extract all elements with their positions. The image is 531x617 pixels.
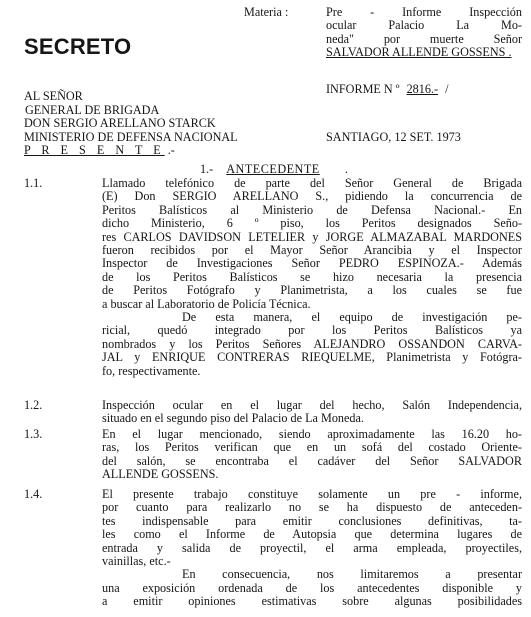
section-heading — [200, 163, 348, 176]
text-line: ALLENDE GOSSENS. — [102, 467, 219, 482]
materia-line: neda" por muerte Señor — [326, 31, 522, 46]
text-line: fueron recibidos por el Mayor Señor Arancibia y el Inspector — [102, 243, 522, 258]
addressee-suffix: .- — [164, 143, 175, 158]
text-line: ras, los Peritos verifican que en un sofá del costado Oriente- — [102, 440, 522, 455]
materia-text — [326, 6, 522, 60]
addressee-line: AL SEÑOR — [24, 89, 83, 103]
text-line: fo, respectivamente. — [102, 363, 201, 378]
addressee-line: MINISTERIO DE DEFENSA NACIONAL — [24, 129, 238, 144]
text-line: a emitir opiniones estimativas sobre algunas posibilidades — [102, 594, 522, 609]
addressee-line: GENERAL DE BRIGADA — [25, 102, 160, 117]
text-line: En consecuencia, nos limitaremos a presentar — [182, 567, 522, 582]
text-line: De esta manera, el equipo de investigación pe- — [182, 310, 522, 325]
text-line: de los Peritos Balísticos se hizo necesaria la presencia — [102, 269, 522, 284]
text-line: El presente trabajo constituye solamente un pre - informe, — [102, 487, 522, 501]
text-line: En el lugar mencionado, siendo aproximadamente las 16.20 ho- — [102, 427, 522, 441]
text-line: ricial, quedó integrado por los Peritos Balísticos ya — [102, 323, 522, 338]
text-line: tes indispensable para emitir conclusiones definitivas, ta- — [102, 513, 522, 528]
addressee-block — [24, 90, 238, 158]
addressee-line: P R E S E N T E — [24, 143, 165, 158]
text-line: Peritos Balísticos al Ministerio de Defensa Nacional.- En — [102, 202, 522, 217]
text-line: Inspector de Investigaciones Señor PEDRO ESPINOZA.- Además — [102, 256, 522, 271]
materia-label: Materia : — [244, 5, 289, 19]
paragraph-1-1 — [102, 177, 522, 378]
materia-line: Pre - Informe Inspección — [326, 5, 522, 19]
paragraph-1-4 — [102, 488, 522, 609]
materia-line: ocular Palacio La Mo- — [326, 18, 522, 33]
text-line: de Peritos Fotógrafo y Planimetrista, a los cuales se fue — [102, 283, 522, 298]
text-line: por cuanto para realizarlo no se ha dispuesto de anteceden- — [102, 500, 522, 515]
text-line: a buscar al Laboratorio de Policía Técnica. — [102, 296, 311, 311]
paragraph-number: 1.4. — [24, 487, 43, 501]
text-line: Inspección ocular en el lugar del hecho, Salón Independencia, — [102, 398, 522, 412]
document-date: SANTIAGO, 12 SET. 1973 — [326, 130, 461, 144]
text-line: res CARLOS DAVIDSON LETELIER y JORGE ALMAZABAL MARDONES — [102, 229, 522, 244]
text-line: situado en el segundo piso del Palacio de La Moneda. — [102, 411, 364, 426]
text-line: dicho Ministerio, 6 º piso, los Peritos designados Seño- — [102, 216, 522, 231]
paragraph-number: 1.3. — [24, 427, 43, 441]
addressee-line: DON SERGIO ARELLANO STARCK — [24, 116, 216, 131]
text-line: Llamado telefónico de parte del Señor General de Brigada — [102, 176, 522, 190]
paragraph-1-2 — [102, 399, 522, 426]
text-line: JAL y ENRIQUE CONTRERAS RIEQUELME, Planimetrista y Fotógra- — [102, 350, 522, 365]
paragraph-number: 1.2. — [24, 398, 43, 412]
materia-line: SALVADOR ALLENDE GOSSENS . — [326, 45, 512, 60]
text-line: nombrados y los Peritos Señores ALEJANDRO OSSANDON CARVA- — [102, 336, 522, 351]
section-title: ANTECEDENTE — [226, 162, 320, 176]
text-line: una exposición ordenada de los antecedentes disponible y — [102, 580, 522, 595]
section-dot: . — [344, 162, 348, 176]
informe-slash: / — [445, 82, 449, 96]
text-line: (E) Don SERGIO ARELLANO S., pidiendo la concurrencia de — [102, 189, 522, 204]
informe-label: INFORME N º — [326, 82, 400, 96]
text-line: entrada y salida de proyectil, el arma empleada, proyectiles, — [102, 540, 522, 555]
paragraph-number: 1.1. — [24, 176, 43, 190]
informe-number: 2816.- — [406, 82, 439, 96]
text-line: del salón, se encontraba el cadáver del Señor SALVADOR — [102, 453, 522, 468]
text-line: les como el Informe de Autopsia que determina lugares de — [102, 527, 522, 542]
paragraph-1-3 — [102, 428, 522, 482]
classification-stamp: SECRETO — [24, 34, 132, 59]
section-number: 1.- — [200, 162, 214, 176]
text-line: vainillas, etc.- — [102, 554, 171, 569]
informe-line — [326, 83, 449, 96]
